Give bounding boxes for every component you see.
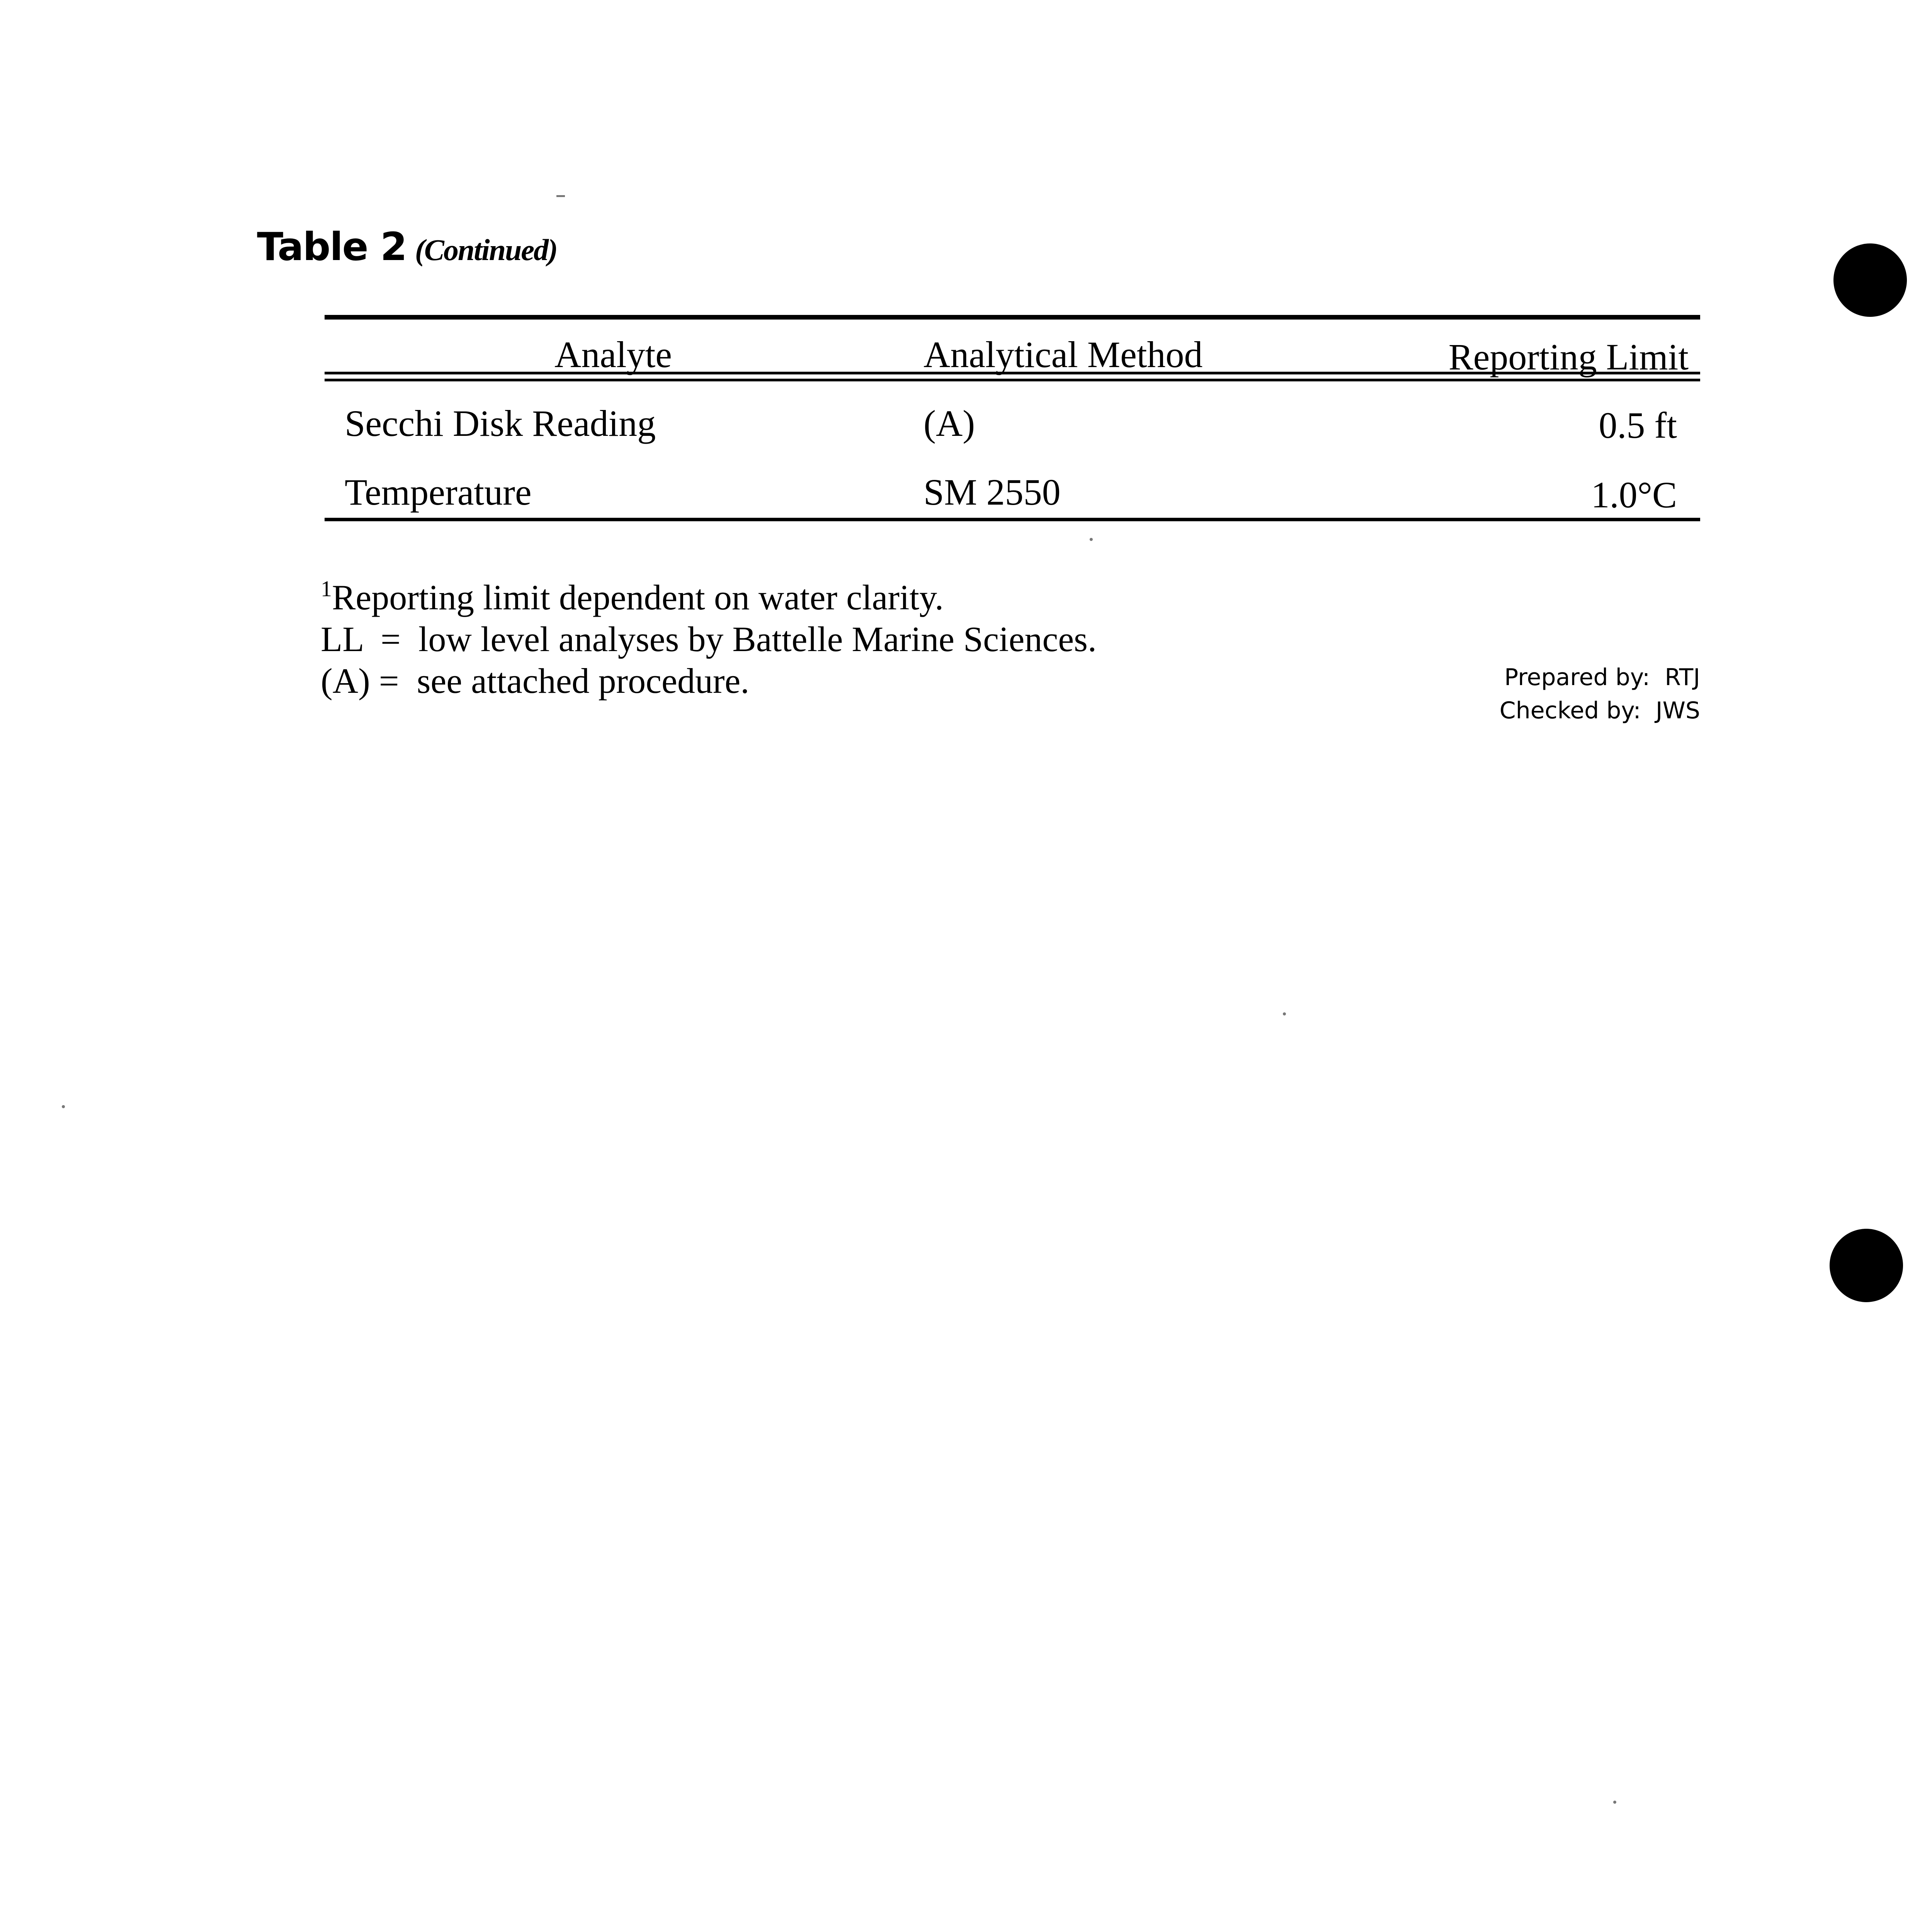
header-double-rule-lower — [325, 379, 1700, 381]
scan-speck — [556, 195, 565, 197]
scan-speck — [1090, 538, 1093, 541]
footnote-ll: LL = low level analyses by Battelle Marine Sciences. — [321, 619, 1097, 659]
footnote-1 — [321, 568, 1097, 618]
signoff — [1500, 661, 1700, 727]
punch-hole-top — [1833, 243, 1907, 317]
scan-speck — [62, 1105, 65, 1108]
punch-hole-middle — [1830, 1229, 1903, 1302]
row2-limit: 1.0°C — [1591, 474, 1677, 515]
footnote-1-text: Reporting limit dependent on water clarity. — [332, 578, 944, 617]
table-label: Table 2 — [257, 224, 406, 269]
prepared-by: Prepared by: RTJ — [1504, 664, 1700, 691]
page-title — [257, 224, 557, 269]
row1-limit: 0.5 ft — [1599, 405, 1677, 446]
table-top-rule — [325, 315, 1700, 320]
row2-analyte: Temperature — [345, 471, 532, 513]
scan-speck — [1613, 1801, 1616, 1804]
row1-method: (A) — [923, 403, 975, 444]
row2-method: SM 2550 — [923, 471, 1061, 513]
continued-note: (Continued) — [415, 233, 557, 267]
table-bottom-rule — [325, 518, 1700, 521]
header-limit: Reporting Limit — [1448, 336, 1689, 378]
header-analyte: Analyte — [554, 334, 672, 375]
footnote-marker: 1 — [321, 576, 332, 601]
footnote-a: (A) = see attached procedure. — [321, 661, 750, 701]
footnotes — [321, 568, 1097, 702]
checked-by: Checked by: JWS — [1499, 697, 1700, 724]
header-method: Analytical Method — [923, 334, 1203, 375]
row1-analyte: Secchi Disk Reading — [345, 403, 656, 444]
scan-speck — [1283, 1012, 1286, 1015]
